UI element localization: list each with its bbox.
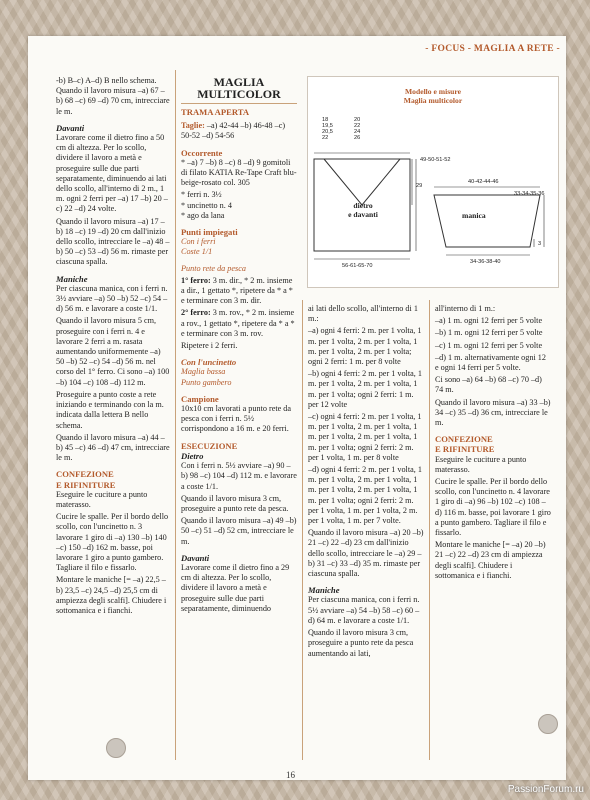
paragraph: * ago da lana bbox=[181, 210, 225, 220]
sleeve-shape bbox=[434, 195, 540, 247]
paragraph: Coste 1/1 bbox=[181, 247, 213, 257]
paragraph: Lavorare come il dietro fino a 29 cm di altezza. Per lo scollo, dividere il lavoro a metà e proseguire sulle due parti separatamente, diminuendo bbox=[181, 562, 290, 613]
text-column-4 bbox=[435, 304, 551, 583]
ferro-1-label: 1° ferro: bbox=[181, 275, 211, 285]
paragraph: Cucire le spalle. Per il bordo dello scollo, con l'uncinetto n. 4 lavorare 1 giro di –a) 96 –b) 102 –c) 108 –d) 116 m. basse, poi lavorare 1 giro a punto gambero. Tagliare il filo e fissarlo. bbox=[435, 477, 551, 538]
page-number: 16 bbox=[286, 770, 295, 780]
heading-occorrente: Occorrente bbox=[181, 147, 223, 158]
taglie-label: Taglie: bbox=[181, 121, 205, 131]
section-heading-rifiniture: E RIFINITURE bbox=[435, 444, 495, 455]
body-label-line2: e davanti bbox=[348, 210, 378, 219]
pattern-diagram bbox=[307, 76, 559, 288]
heading-esecuzione: ESECUZIONE bbox=[181, 440, 238, 451]
body-label bbox=[338, 201, 388, 219]
paragraph-ferro-1 bbox=[181, 276, 297, 307]
paragraph: –d) 1 m. alternativamente ogni 12 e ogni 14 ferri per 5 volte. bbox=[435, 352, 546, 373]
neckline-shape bbox=[324, 159, 400, 205]
diagram-title-line2: Maglia multicolor bbox=[403, 96, 463, 105]
text-column-3 bbox=[308, 304, 424, 661]
sleeve-height: 33-34-35-36 bbox=[514, 191, 545, 197]
heading-campione: Campione bbox=[181, 393, 219, 404]
heading-uncinetto: Con l'uncinetto bbox=[181, 357, 237, 368]
taglie-values: –a) 42-44 –b) 46-48 –c) 50-52 –d) 54-56 bbox=[181, 121, 286, 141]
paragraph: Ci sono –a) 64 –b) 68 –c) 70 –d) 74 m. bbox=[435, 375, 542, 395]
text-column-1 bbox=[56, 76, 170, 618]
measure: 19,5 bbox=[322, 123, 333, 129]
paragraph: all'interno di 1 m.: bbox=[435, 304, 496, 313]
paragraph: Per ciascuna manica, con i ferri n. 5½ avviare –a) 54 –b) 58 –c) 60 –d) 64 m. e lavorare a coste 1/1. bbox=[308, 595, 420, 625]
neck-depth: 29 bbox=[416, 183, 423, 189]
measure: 26 bbox=[354, 135, 361, 141]
paragraph: –b) 1 m. ogni 12 ferri per 5 volte bbox=[435, 328, 543, 338]
heading-punti: Punti impiegati bbox=[181, 227, 238, 238]
paragraph: –a) ogni 4 ferri: 2 m. per 1 volta, 1 m. per 1 volta, 2 m. per 1 volta, 1 m. per 1 volta, 2 m. per 1 volta; ogni 2 ferri: 1 m. per 8 volte bbox=[308, 326, 422, 367]
paragraph: –d) ogni 4 ferri: 2 m. per 1 volta, 1 m. per 1 volta, 2 m. per 1 volta, 1 m. per 1 volta, 2 m. per 1 volta, 1 m. per 1 volta; ogni 2 ferri: 2 m. per 1 volta, 1 m. per 1 volta, 2 m. per 1 volta, 1 m. per 7 volte. bbox=[308, 465, 422, 526]
body-height: 49-50-51-52 bbox=[420, 157, 451, 163]
body-width: 56-61-65-70 bbox=[342, 263, 373, 269]
measure: 22 bbox=[354, 123, 361, 129]
yarn-ball-icon bbox=[106, 738, 126, 758]
measure: 18 bbox=[322, 117, 329, 123]
paragraph: Quando il lavoro misura 3 cm, proseguire a punto rete da pesca. bbox=[181, 493, 289, 513]
paragraph: –b) ogni 4 ferri: 2 m. per 1 volta, 1 m. per 1 volta, 2 m. per 1 volta, 1 m. per 1 volta; ogni 2 ferri: 1 m. per 12 volte bbox=[308, 369, 422, 409]
sleeve-top: 40-42-44-46 bbox=[468, 179, 499, 185]
paragraph: Per ciascuna manica, con i ferri n. 3½ avviare –a) 50 –b) 52 –c) 54 –d) 56 m. e lavorare a coste 1/1. bbox=[56, 283, 168, 314]
column-divider bbox=[302, 300, 303, 760]
page-header: - FOCUS - MAGLIA A RETE - bbox=[425, 44, 560, 54]
paragraph: Cucire le spalle. Per il bordo dello scollo, con l'uncinetto n. 3 lavorare 1 giro di –a) 130 –b) 140 –c) 150 –d) 162 m. basse, poi lavorare 1 giro a punto gambero. Tagliare il filo e fissarlo. bbox=[56, 512, 169, 573]
heading-davanti: Davanti bbox=[181, 552, 210, 563]
title-rule bbox=[181, 103, 297, 104]
paragraph: Con i ferri n. 5½ avviare –a) 90 –b) 98 –c) 104 –d) 112 m. e lavorare a coste 1/1. bbox=[181, 461, 297, 491]
paragraph: Punto gambero bbox=[181, 377, 232, 387]
ferro-2-label: 2° ferro: bbox=[181, 308, 211, 318]
paragraph: * uncinetto n. 4 bbox=[181, 200, 232, 210]
paragraph: Eseguire le cuciture a punto materasso. bbox=[56, 489, 148, 509]
paragraph: Quando il lavoro misura –a) 17 –b) 18 –c) 19 –d) 20 cm dall'inizio dello scollo, intrecciare le –a) 48 –b) 50 –c) 53 –d) 56 m. rimaste per ciascuna spalla. bbox=[56, 216, 170, 267]
neck-measures-right bbox=[354, 117, 360, 141]
paragraph: Punto rete da pesca bbox=[181, 263, 246, 273]
section-heading-confezione: CONFEZIONE bbox=[56, 469, 114, 480]
ferro-1-text: 3 m. dir., * 2 m. insieme a dir., 1 gettato *, ripetere da * a * e terminare con 3 m. dir. bbox=[181, 275, 293, 306]
paragraph: Con i ferri bbox=[181, 237, 216, 247]
column-divider bbox=[429, 300, 430, 760]
paragraph: Proseguire a punto coste a rete iniziando e terminando con la m. indicata dalla lettera B nello schema. bbox=[56, 389, 164, 430]
paragraph: 10x10 cm lavorati a punto rete da pesca con i ferri n. 5½ corrispondono a 16 m. e 20 ferri. bbox=[181, 404, 292, 434]
heading-dietro: Dietro bbox=[181, 450, 204, 461]
diagram-title-line1: Modello e misure bbox=[405, 87, 461, 96]
ferro-2-text: 3 m. rov., * 2 m. insieme a rov., 1 gettato *, ripetere da * a * e terminare con 3 m. rov. bbox=[181, 308, 295, 338]
section-heading-maniche: Maniche bbox=[308, 585, 340, 596]
paragraph: Quando il lavoro misura –a) 49 –b) 50 –c) 51 –d) 52 cm, intrecciare le m. bbox=[181, 516, 297, 546]
paragraph-ferro-2 bbox=[181, 308, 297, 339]
paragraph: Quando il lavoro misura –a) 44 –b) 45 –c) 46 –d) 47 cm, intrecciare le m. bbox=[56, 432, 170, 463]
neck-measures-left bbox=[322, 117, 333, 141]
subtitle-trama: TRAMA APERTA bbox=[181, 107, 250, 117]
paragraph: Quando il lavoro misura –a) 33 –b) 34 –c) 35 –d) 36 cm, intrecciare le m. bbox=[435, 397, 551, 428]
sleeve-cuff: 3 bbox=[538, 241, 542, 247]
paragraph: Montare le maniche [= –a) 22,5 –b) 23,5 –c) 24,5 –d) 25,5 cm di ampiezza degli scalfi]. Chiudere i sottomanica e i fianchi. bbox=[56, 575, 167, 615]
text-column-2 bbox=[181, 76, 297, 616]
yarn-ball-icon bbox=[538, 714, 558, 734]
measure: 20,5 bbox=[322, 129, 333, 135]
paragraph: * ferri n. 3½ bbox=[181, 190, 222, 200]
paragraph: Eseguire le cuciture a punto materasso. bbox=[435, 454, 527, 474]
paragraph: -b) B–c) A–d) B nello schema. Quando il lavoro misura –a) 67 –b) 68 –c) 69 –d) 70 cm, intrecciare le m. bbox=[56, 76, 170, 116]
article-title: MULTICOLOR bbox=[197, 87, 281, 101]
section-heading-maniche: Maniche bbox=[56, 273, 88, 284]
body-label-line1: dietro bbox=[353, 201, 373, 210]
sleeve-bottom: 34-36-38-40 bbox=[470, 259, 501, 265]
measure: 20 bbox=[354, 117, 361, 123]
paragraph: –c) ogni 4 ferri: 2 m. per 1 volta, 1 m. per 1 volta, 2 m. per 1 volta, 1 m. per 1 volta, 2 m. per 1 volta, 1 m. per 1 volta; ogni 2 ferri: 2 m. per 1 volta, 1 m. per 8 volte bbox=[308, 412, 422, 462]
paragraph: * –a) 7 –b) 8 –c) 8 –d) 9 gomitoli di filato KATIA Re-Tape Craft blu-beige-rosato col. 305 bbox=[181, 157, 297, 188]
article-title: MAGLIA bbox=[213, 75, 265, 89]
paragraph: Montare le maniche [= –a) 20 –b) 21 –c) 22 –d) 23 cm di ampiezza degli scalfi]. Chiudere i sottomanica e i fianchi. bbox=[435, 540, 546, 580]
paragraph: Maglia bassa bbox=[181, 367, 226, 377]
paragraph-taglie bbox=[181, 121, 297, 141]
schematic-drawing bbox=[308, 77, 558, 287]
paragraph: –c) 1 m. ogni 12 ferri per 5 volte bbox=[435, 340, 543, 350]
sleeve-label: manica bbox=[462, 211, 486, 220]
paragraph: Lavorare come il dietro fino a 50 cm di altezza. Per lo scollo, dividere il lavoro a metà e proseguire sulle due parti separatamente, diminuendo ai lati dello scollo, all'interno di 2 m., 1 m. ogni 2 ferri per –a) 17 –b) 20 –c) 22 –d) 24 volte. bbox=[56, 133, 168, 214]
paragraph: Quando il lavoro misura –a) 20 –b) 21 –c) 22 –d) 23 cm dall'inizio dello scollo, intrecciare le –a) 29 –b) 31 –c) 33 –d) 35 m. rimaste per ciascuna spalla. bbox=[308, 528, 424, 579]
measure: 24 bbox=[354, 129, 361, 135]
paragraph: Quando il lavoro misura 5 cm, proseguire con i ferri n. 4 e lavorare 2 ferri a m. rasata aumentando uniformemente –a) 50 –b) 52 –c) 54 –d) 56 m. nel corso del 1° ferro. Ci sono –a) 100 –b) 104 –c) 108 –d) 112 m. bbox=[56, 316, 170, 387]
column-divider bbox=[175, 70, 176, 760]
paragraph: Quando il lavoro misura 3 cm, proseguire a punto rete da pesca aumentando ai lati, bbox=[308, 628, 414, 658]
paragraph: ai lati dello scollo, all'interno di 1 m.: bbox=[308, 304, 418, 324]
paragraph: –a) 1 m. ogni 12 ferri per 5 volte bbox=[435, 316, 543, 326]
section-heading-rifiniture: E RIFINITURE bbox=[56, 479, 116, 490]
paragraph: Ripetere i 2 ferri. bbox=[181, 341, 238, 351]
section-heading-davanti: Davanti bbox=[56, 122, 85, 133]
section-heading-confezione: CONFEZIONE bbox=[435, 434, 493, 445]
measure: 22 bbox=[322, 135, 329, 141]
watermark: PassionForum.ru bbox=[507, 784, 584, 795]
